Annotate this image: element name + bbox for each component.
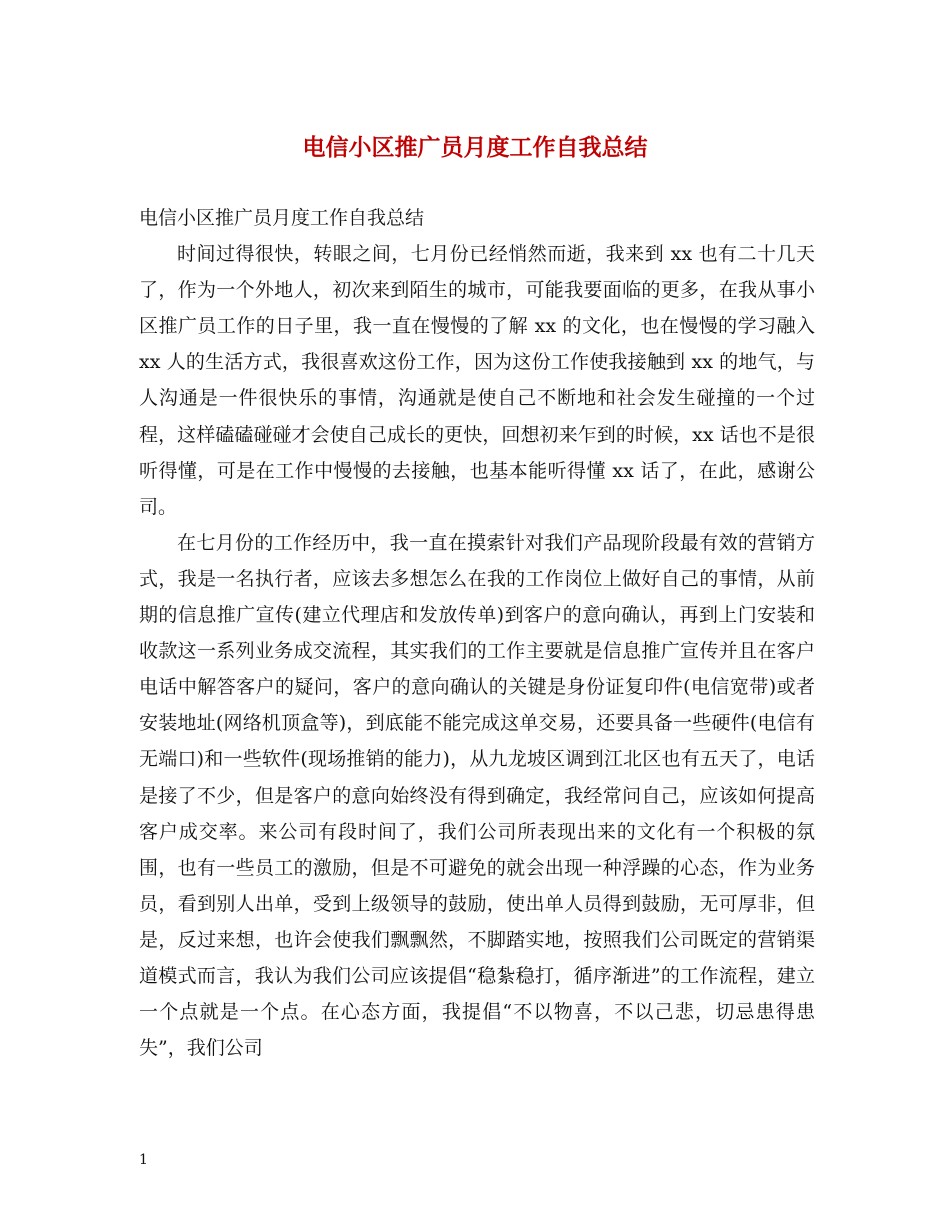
- document-body: [139, 200, 815, 1066]
- page-number: 1: [139, 1152, 148, 1168]
- document-title: 电信小区推广员月度工作自我总结: [302, 134, 648, 161]
- document-subtitle: 电信小区推广员月度工作自我总结: [139, 207, 425, 229]
- paragraph-1: 时间过得很快，转眼之间，七月份已经悄然而逝，我来到 xx 也有二十几天了，作为一个外地人，初次来到陌生的城市，可能我要面临的更多，在我从事小区推广员工作的日子里，我一直在慢慢的了解 xx 的文化，也在慢慢的学习融入 xx 人的生活方式，我很喜欢这份工作，因为这份工作使我接触到 xx 的地气，与人沟通是一件很快乐的事情，沟通就是使自己不断地和社会发生碰撞的一个过程，这样磕磕碰碰才会使自己成长的更快，回想初来乍到的时候，xx 话也不是很听得懂，可是在工作中慢慢的去接触，也基本能听得懂 xx 话了，在此，感谢公司。: [139, 243, 815, 518]
- paragraph-2: 在七月份的工作经历中，我一直在摸索针对我们产品现阶段最有效的营销方式，我是一名执行者，应该去多想怎么在我的工作岗位上做好自己的事情，从前期的信息推广宣传(建立代理店和发放传单)到客户的意向确认，再到上门安装和收款这一系列业务成交流程，其实我们的工作主要就是信息推广宣传并且在客户电话中解答客户的疑问，客户的意向确认的关键是身份证复印件(电信宽带)或者安装地址(网络机顶盒等)，到底能不能完成这单交易，还要具备一些硬件(电信有无端口)和一些软件(现场推销的能力)，从九龙坡区调到江北区也有五天了，电话是接了不少，但是客户的意向始终没有得到确定，我经常问自己，应该如何提高客户成交率。来公司有段时间了，我们公司所表现出来的文化有一个积极的氛围，也有一些员工的激励，但是不可避免的就会出现一种浮躁的心态，作为业务员，看到别人出单，受到上级领导的鼓励，使出单人员得到鼓励，无可厚非，但是，反过来想，也许会使我们飘飘然，不脚踏实地，按照我们公司既定的营销渠道模式而言，我认为我们公司应该提倡“稳紮稳打，循序渐进”的工作流程，建立一个点就是一个点。在心态方面，我提倡“不以物喜，不以己悲，切忌患得患失”，我们公司: [139, 531, 815, 1060]
